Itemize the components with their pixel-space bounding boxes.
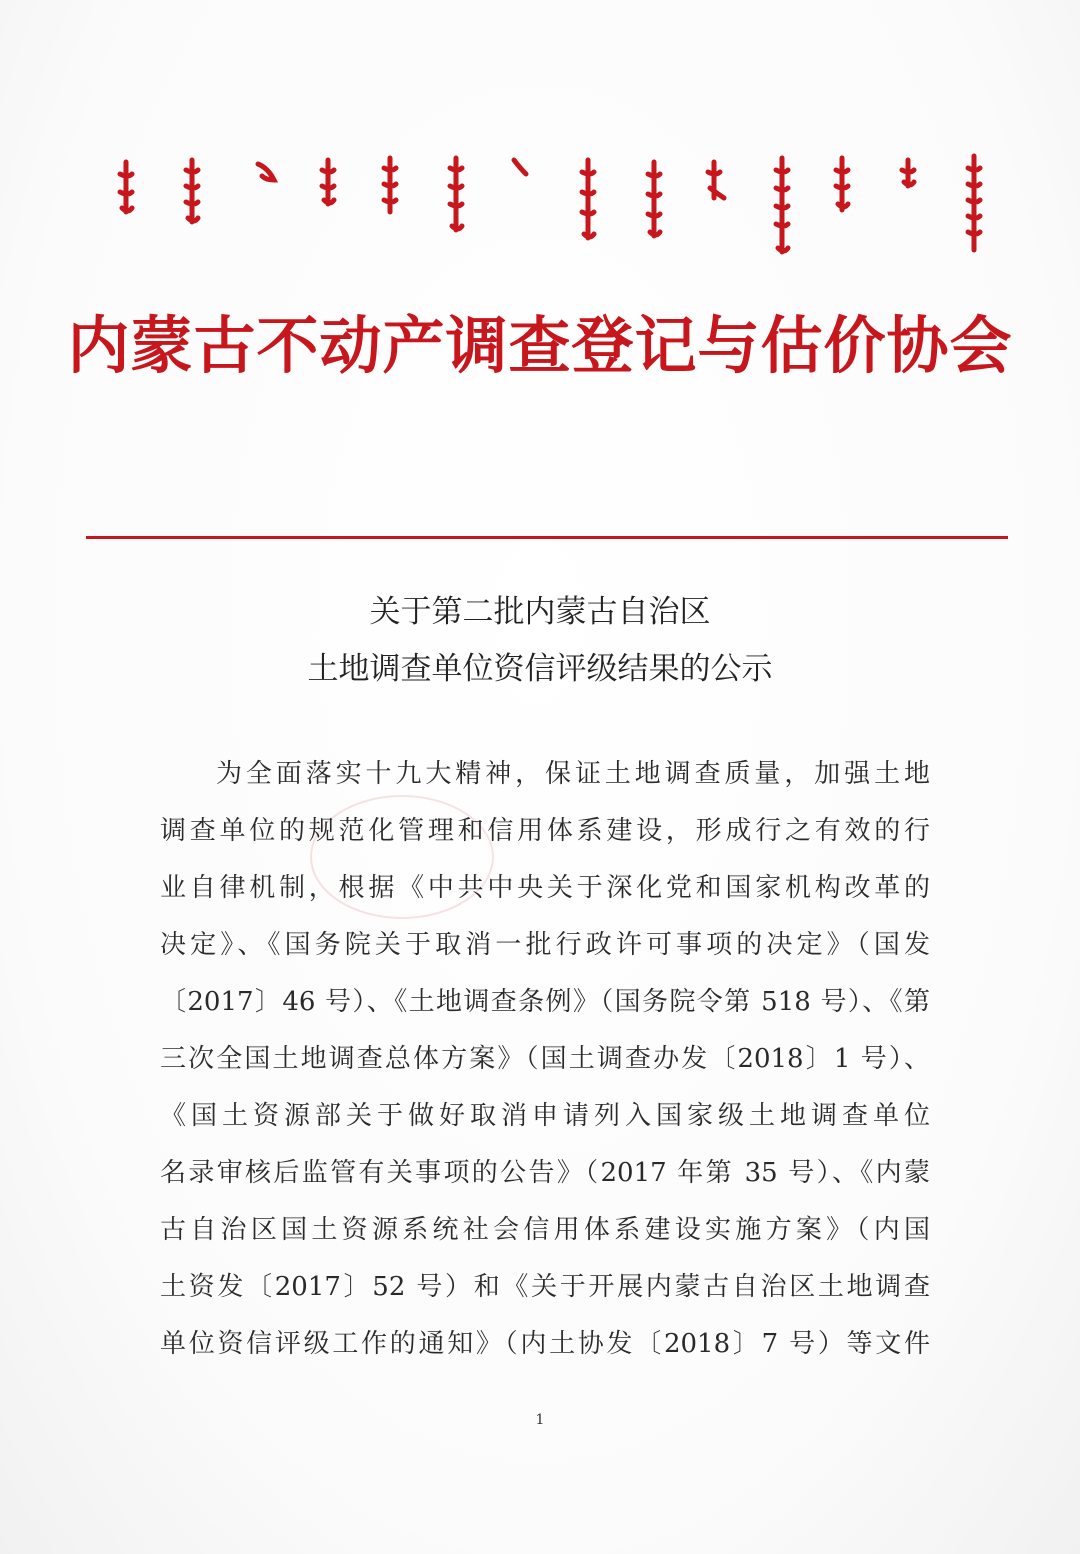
document-title-line2: 土地调查单位资信评级结果的公示 xyxy=(307,651,773,687)
mongolian-script-graphic xyxy=(110,152,990,272)
body-line: 《国土资源部关于做好取消申请列入国家级土地调查单位 xyxy=(160,1101,930,1131)
body-line: 决定》、《国务院关于取消一批行政许可事项的决定》（国发 xyxy=(160,930,930,960)
body-line: 三次全国土地调查总体方案》（国土调查办发〔2018〕1 号）、 xyxy=(160,1044,930,1074)
body-line: 古自治区国土资源系统社会信用体系建设实施方案》（内国 xyxy=(160,1215,930,1245)
body-paragraph xyxy=(160,746,930,1373)
body-line: 土资发〔2017〕52 号）和《关于开展内蒙古自治区土地调查 xyxy=(160,1272,930,1302)
body-line: 业自律机制，根据《中共中央关于深化党和国家机构改革的 xyxy=(160,873,930,903)
mongolian-script-header xyxy=(110,152,990,272)
document-title-line1: 关于第二批内蒙古自治区 xyxy=(369,594,711,630)
body-line: 单位资信评级工作的通知》（内土协发〔2018〕7 号）等文件 xyxy=(160,1329,930,1359)
body-line: 名录审核后监管有关事项的公告》（2017 年第 35 号）、《内蒙 xyxy=(160,1158,930,1188)
letterhead-divider xyxy=(86,536,1008,539)
body-line: 〔2017〕46 号）、《土地调查条例》（国务院令第 518 号）、《第 xyxy=(160,987,930,1017)
body-line: 调查单位的规范化管理和信用体系建设，形成行之有效的行 xyxy=(160,816,930,846)
organization-name: 内蒙古不动产调查登记与估价协会 xyxy=(67,309,1013,382)
body-line: 为全面落实十九大精神，保证土地调查质量，加强土地 xyxy=(216,759,930,789)
page-number: 1 xyxy=(535,1412,545,1428)
